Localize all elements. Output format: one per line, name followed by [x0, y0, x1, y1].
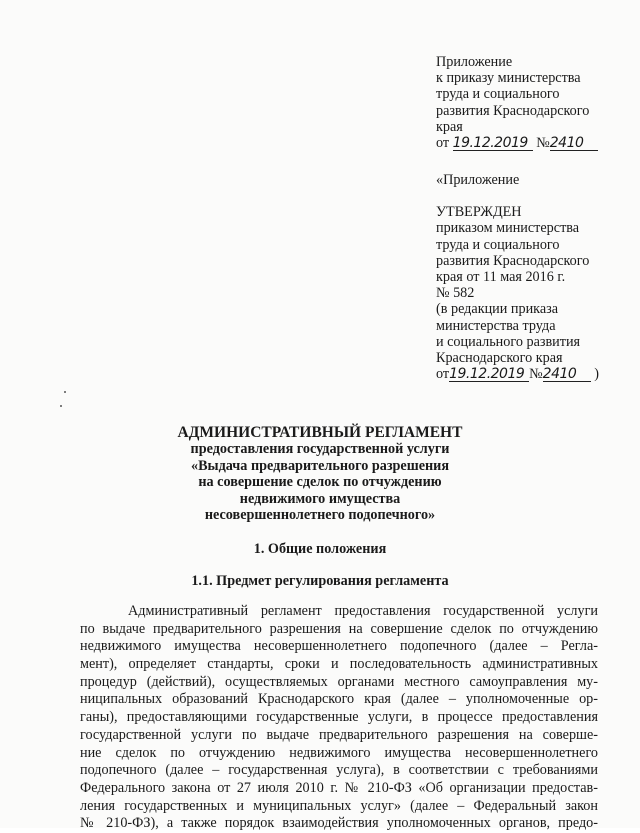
body-line: мент), определяет стандарты, сроки и последовательность административных [80, 656, 598, 673]
approved-label: УТВЕРЖДЕН [436, 204, 522, 221]
body-line: ние сделок по отчуждению недвижимого имущества несовершеннолетнего [80, 744, 598, 761]
approved-line: Краснодарского края [436, 350, 563, 367]
appendix-line: труда и социального [436, 86, 560, 103]
body-line: Федерального закона от 27 июля 2010 г. № 210-ФЗ «Об организации предостав- [80, 779, 598, 796]
appendix-line: края [436, 118, 463, 135]
approved-line: развития Краснодарского [436, 252, 590, 269]
title-main: АДМИНИСТРАТИВНЫЙ РЕГЛАМЕНТ [177, 424, 463, 441]
appendix-line: развития Краснодарского [436, 102, 590, 119]
appendix-line: Приложение [436, 54, 513, 70]
body-line: государственной услуги по выдаче предварительного разрешения на соверше- [80, 726, 598, 743]
appendix-line: к приказу министерства [436, 70, 581, 87]
title-line: «Выдача предварительного разрешения [190, 457, 450, 474]
section-heading: 1. Общие положения [253, 541, 387, 557]
approved-line: приказом министерства [436, 220, 580, 237]
appendix-date-line [436, 135, 636, 151]
handwritten-number: 2410 [550, 136, 598, 151]
handwritten-date: 19.12.2019 [453, 136, 533, 151]
body-paragraph [80, 603, 598, 833]
body-line: ниципальных образований Краснодарского края (далее – уполномоченные ор- [80, 691, 598, 708]
title-line: на совершение сделок по отчуждению [198, 474, 442, 491]
approved-line: министерства труда [436, 317, 556, 334]
date-prefix: от [436, 135, 450, 152]
appendix-header [436, 54, 636, 151]
approved-line: (в редакции приказа [436, 301, 559, 318]
closing-paren: ) [594, 366, 599, 383]
body-line: подопечного (далее – государственная услуга), в соответствии с требованиями [80, 762, 598, 779]
body-line: ганы), предоставляющими государственные услуги, в процессе предоставления [80, 709, 598, 726]
body-line: недвижимого имущества несовершеннолетнего подопечного (далее – Регла- [80, 638, 598, 655]
title-line: несовершеннолетнего подопечного» [204, 507, 436, 524]
scan-speck [60, 405, 62, 407]
body-line: ления государственных и муниципальных услуг» (далее – Федеральный закон [80, 797, 598, 814]
approved-line: и социального развития [436, 333, 581, 350]
handwritten-number: 2410 [543, 367, 591, 382]
number-prefix: № [529, 366, 543, 383]
body-line: № 210-ФЗ), а также порядок взаимодействия уполномоченных органов, предо- [80, 815, 598, 832]
body-line: процедур (действий), осуществляемых органами местного самоуправления му- [80, 673, 598, 690]
body-line: по выдаче предварительного разрешения на совершение сделок по отчуждению [80, 620, 598, 637]
approved-date-line [436, 366, 636, 382]
approved-line: труда и социального [436, 236, 560, 253]
section-subheading: 1.1. Предмет регулирования регламента [191, 573, 449, 589]
approved-line: края от 11 мая 2016 г. [436, 269, 566, 286]
number-prefix: № [536, 135, 550, 152]
handwritten-date: 19.12.2019 [449, 367, 529, 382]
date-prefix: от [436, 366, 450, 383]
approved-line: № 582 [436, 285, 475, 302]
appendix-label: «Приложение [436, 172, 520, 188]
title-line: предоставления государственной услуги [190, 441, 450, 457]
body-line: Административный регламент предоставления государственной услуги [128, 603, 598, 619]
scan-speck [64, 391, 66, 393]
regulation-title [0, 424, 640, 524]
title-line: недвижимого имущества [239, 490, 401, 507]
approved-header [436, 172, 636, 382]
